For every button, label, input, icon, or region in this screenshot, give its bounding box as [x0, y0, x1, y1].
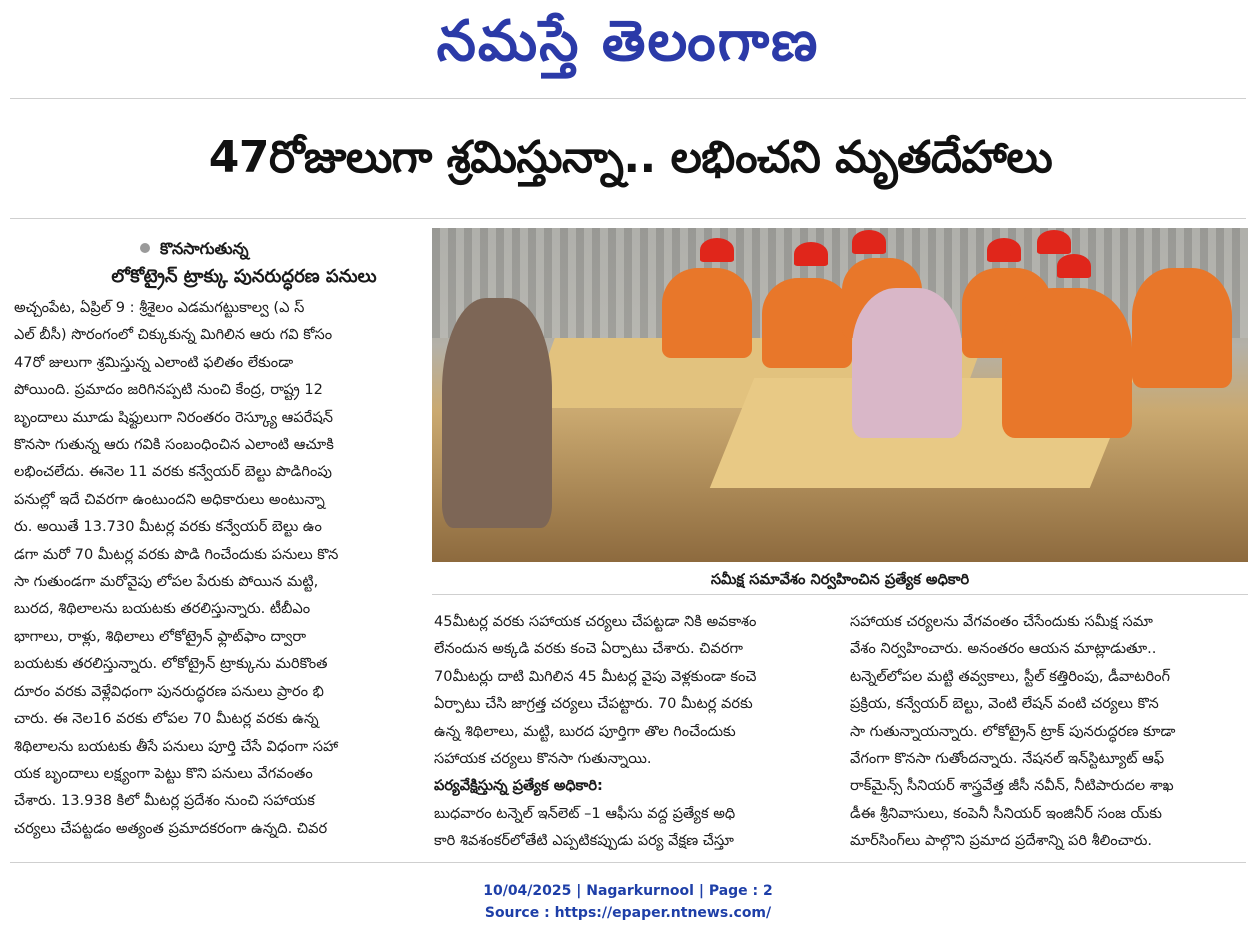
photo-worker [662, 268, 752, 358]
article-text-line: బృందాలు మూడు షిఫ్టులుగా నిరంతరం రెస్క్యూ ఆపరేషన్‌ [14, 408, 334, 426]
article-text-line: సా గుతుండగా మరోవైపు లోపల పేరుకు పోయిన మట్టి, [14, 573, 319, 591]
photo-official-seated [442, 298, 552, 528]
article-text-line: పోయింది. ప్రమాదం జరిగినప్పటి నుంచి కేంద్ర, రాష్ట్ర 12 [14, 381, 323, 399]
article-text-line: డగా మరో 70 మీటర్ల వరకు పొడి గించేందుకు పనులు కొన [14, 545, 339, 563]
article-column-1 [14, 294, 424, 842]
kicker-text: కొనసాగుతున్న [160, 239, 249, 258]
article-text-line: సా గుతున్నాయన్నారు. లోకోట్రైన్‌ ట్రాక్‌ పునరుద్ధరణ కూడా [850, 722, 1176, 740]
article-headline: 47రోజులుగా శ్రమిస్తున్నా.. లభించని మృతదేహాలు [208, 132, 1053, 183]
article-text-line: యక బృందాలు లక్ష్యంగా పెట్టు కొని పనులు వేగవంతం [14, 764, 313, 782]
article-text-line: లభించలేదు. ఈనెల 11 వరకు కన్వేయర్‌ బెల్టు పొడిగింపు [14, 463, 332, 481]
article-text-line: వేగంగా కొనసా గుతోందన్నారు. నేషనల్‌ ఇన్‌స్టిట్యూట్‌ ఆఫ్‌ [850, 750, 1165, 768]
article-kicker [140, 238, 430, 260]
helmet-icon [1057, 254, 1091, 278]
article-text-line: శిథిలాలను బయటకు తీసే పనులు పూర్తి చేసే విధంగా సహా [14, 737, 339, 755]
article-text-line: కారి శివశంకర్‌లోతేటి ఎప్పటికప్పుడు పర్య వేక్షణ చేస్తూ [434, 832, 734, 850]
headline-divider [10, 218, 1246, 219]
article-text-line: డీఈ శ్రీనివాసులు, కంపెనీ సీనియర్‌ ఇంజినీర్‌ సంజ య్‌కు [850, 804, 1162, 822]
article-text-line: కొనసా గుతున్న ఆరు గవికి సంబంధించిన ఎలాంటి ఆచూకి [14, 436, 334, 454]
footer-source: Source : https://epaper.ntnews.com/ [484, 905, 772, 921]
article-text-line: టన్నెల్‌లోపల మట్టి తవ్వకాలు, స్టీల్‌ కత్తిరింపు, డీవాటరింగ్‌ [850, 667, 1171, 685]
photo-official-standing [852, 288, 962, 438]
article-subheading: లోకోట్రైన్‌ ట్రాక్కు పునరుద్ధరణ పనులు [111, 266, 377, 287]
article-column-3 [850, 608, 1246, 855]
section-subheading: పర్యవేక్షిస్తున్న ప్రత్యేక అధికారి: [434, 777, 603, 795]
page-footer [0, 880, 1256, 930]
article-text-line: లేనందున అక్కడి వరకు కంచె ఏర్పాటు చేశారు. చివరగా [434, 640, 743, 658]
article-text-line: వేశం నిర్వహించారు. అనంతరం ఆయన మాట్లాడుతూ.. [850, 640, 1157, 658]
article-text-line: అచ్చంపేట, ఏప్రిల్‌ 9 : శ్రీశైలం ఎడమగట్టుకాల్వ (ఎ స్‌ [14, 299, 305, 316]
article-text-line: ఉన్న శిథిలాలు, మట్టి, బురద పూర్తిగా తొల గించేందుకు [434, 722, 736, 740]
footer-divider [10, 862, 1246, 863]
article-text-line: 70మీటర్లు దాటి మిగిలిన 45 మీటర్ల వైపు వెళ్లకుండా కంచె [434, 667, 757, 685]
article-text-line: రాక్‌మైన్స్‌ సీనియర్‌ శాస్త్రవేత్త జీసీ నవీన్‌, నీటిపారుదల శాఖ [850, 777, 1174, 795]
photo-caption: సమీక్ష సమావేశం నిర్వహించిన ప్రత్యేక అధికారి [432, 566, 1248, 595]
article-text-line: రు. అయితే 13.730 మీటర్ల వరకు కన్వేయర్‌ బెల్టు ఉం [14, 518, 322, 536]
article-text-line: బుధవారం టన్నెల్‌ ఇన్‌లెట్‌ –1 ఆఫీసు వద్ద ప్రత్యేక అధి [434, 804, 736, 822]
article-text-line: భాగాలు, రాళ్లు, శిథిలాలు లోకోట్రైన్‌ ఫ్లాట్‌ఫాం ద్వారా [14, 627, 307, 645]
masthead-divider [10, 98, 1246, 99]
helmet-icon [700, 238, 734, 262]
article-text-line: మార్‌సింగ్‌లు పాల్గొని ప్రమాద ప్రదేశాన్ని పరి శీలించారు. [850, 832, 1153, 850]
article-text-line: చర్యలు చేపట్టడం అత్యంత ప్రమాదకరంగా ఉన్నది. చివర [14, 819, 328, 837]
article-text-line: సహాయక చర్యలు కొనసా గుతున్నాయి. [434, 750, 652, 768]
photo-worker [1002, 288, 1132, 438]
article-text-line: చేశారు. 13.938 కిలో మీటర్ల ప్రదేశం నుంచి సహాయక [14, 792, 315, 810]
photo-worker [1132, 268, 1232, 388]
helmet-icon [852, 230, 886, 254]
article-column-2 [434, 608, 830, 855]
article-text-line: దూరం వరకు వెళ్లేవిధంగా పునరుద్ధరణ పనులు ప్రారం భి [14, 682, 324, 700]
helmet-icon [1037, 230, 1071, 254]
article-text-line: 45మీటర్ల వరకు సహాయక చర్యలు చేపట్టడా నికి అవకాశం [434, 613, 757, 630]
newspaper-masthead: నమస్తే తెలంగాణ [436, 8, 820, 74]
article-text-line: 47రో జులుగా శ్రమిస్తున్న ఎలాంటి ఫలితం లేకుండా [14, 353, 294, 371]
photo-worker [762, 278, 852, 368]
article-text-line: పనుల్లో ఇదే చివరగా ఉంటుందని అధికారులు అంటున్నా [14, 490, 325, 508]
bullet-dot-icon [140, 243, 150, 253]
article-text-line: ప్రక్రియ, కన్వేయర్‌ బెల్టు, వెంటి లేషన్‌ వంటి చర్యలు కొన [850, 695, 1159, 713]
article-text-line: సహాయక చర్యలను వేగవంతం చేసేందుకు సమీక్ష సమా [850, 613, 1153, 630]
article-text-line: బయటకు తరలిస్తున్నారు. లోకోట్రైన్‌ ట్రాక్కును మరికొంత [14, 655, 328, 673]
article-photo [432, 228, 1248, 562]
article-text-line: ఎల్‌ బీసీ) సొరంగంలో చిక్కుకున్న మిగిలిన ఆరు గవి కోసం [14, 326, 333, 344]
helmet-icon [794, 242, 828, 266]
article-text-line: బురద, శిథిలాలను బయటకు తరలిస్తున్నారు. టీబీఎం [14, 600, 311, 618]
article-text-line: ఏర్పాటు చేసి జాగ్రత్త చర్యలు చేపట్టారు. 70 మీటర్ల వరకు [434, 695, 753, 713]
article-text-line: చారు. ఈ నెల16 వరకు లోపల 70 మీటర్ల వరకు ఉన్న [14, 710, 319, 728]
helmet-icon [987, 238, 1021, 262]
footer-date-edition: 10/04/2025 | Nagarkurnool | Page : 2 [483, 883, 773, 899]
